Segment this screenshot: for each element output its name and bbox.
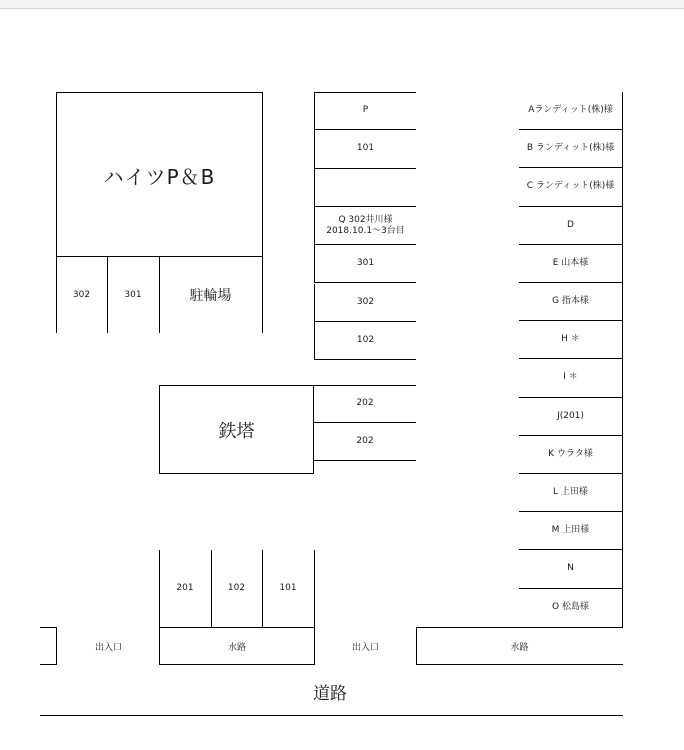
- tower-label: 鉄塔: [218, 421, 255, 442]
- unit-302-label: 302: [72, 290, 91, 300]
- building-right-wall: [262, 257, 263, 333]
- right-parking-space: O 松島様: [519, 589, 623, 627]
- right-parking-space: J(201): [519, 398, 623, 436]
- right-parking-space: M 上田様: [519, 512, 623, 550]
- bicycle-parking-label: 駐輪場: [189, 288, 232, 304]
- bottom-space-201: 201: [176, 583, 194, 593]
- middle-parking-space: Q 302井川様 2018.10.1～3台目: [314, 207, 416, 245]
- middle-parking-space: [314, 169, 416, 207]
- right-parking-space: D: [519, 207, 623, 245]
- right-parking-space: Aランディット(株)様: [519, 92, 623, 130]
- bottom-space-divider: [314, 550, 315, 627]
- middle-parking-space: 301: [314, 245, 416, 283]
- right-parking-space: H ＊: [519, 321, 623, 359]
- bottom-space-101: 101: [279, 583, 297, 593]
- waterway-middle-label: 水路: [227, 642, 246, 653]
- middle-parking-space: 101: [314, 130, 416, 168]
- right-parking-space: K ウラタ様: [519, 436, 623, 474]
- road-line: [40, 715, 623, 716]
- right-parking-space: C ランディット(株)様: [519, 168, 623, 206]
- middle-parking-space: P: [314, 92, 416, 130]
- right-parking-space: E 山本様: [519, 245, 623, 283]
- left-waterway-stub: [40, 627, 57, 665]
- middle-parking-space: 302: [314, 284, 416, 322]
- building-name-label: ハイツP＆B: [103, 164, 216, 189]
- middle-lower-parking-space: 202: [314, 423, 416, 461]
- right-parking-space: L 上田様: [519, 474, 623, 512]
- middle-parking-space: 102: [314, 322, 416, 360]
- entrance-left-label: 出入口: [94, 642, 122, 653]
- browser-top-edge: [0, 0, 684, 9]
- middle-lower-parking-space: 202: [314, 385, 416, 423]
- road-label: 道路: [313, 683, 347, 704]
- unit-301-label: 301: [124, 290, 142, 300]
- right-parking-space: B ランディット(株)様: [519, 130, 623, 168]
- bottom-space-102: 102: [227, 583, 246, 593]
- right-parking-space: N: [519, 550, 623, 588]
- entrance-right-label: 出入口: [351, 642, 379, 653]
- right-parking-space: I ＊: [519, 359, 623, 397]
- right-parking-space: G 指本様: [519, 283, 623, 321]
- waterway-right-label: 水路: [510, 642, 529, 653]
